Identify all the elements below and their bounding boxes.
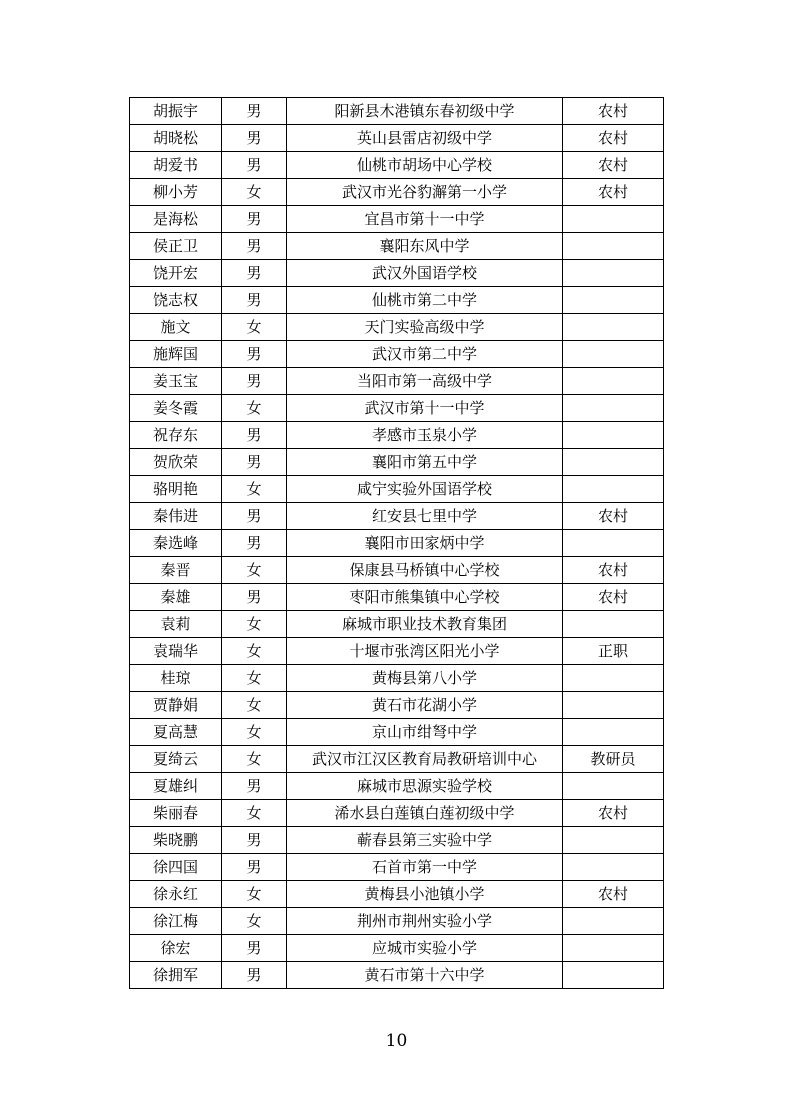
gender-cell: 男 (222, 341, 287, 368)
table-row (130, 908, 664, 935)
school-cell: 英山县雷店初级中学 (287, 125, 563, 152)
school-cell: 荆州市荆州实验小学 (287, 908, 563, 935)
gender-cell: 女 (222, 881, 287, 908)
gender-cell: 男 (222, 773, 287, 800)
table-row (130, 260, 664, 287)
note-cell: 农村 (563, 557, 664, 584)
school-cell: 京山市绀弩中学 (287, 719, 563, 746)
note-cell: 正职 (563, 638, 664, 665)
gender-cell: 女 (222, 638, 287, 665)
table-row (130, 935, 664, 962)
page-number: 10 (385, 1031, 408, 1051)
name-cell: 袁莉 (130, 611, 222, 638)
school-cell: 麻城市职业技术教育集团 (287, 611, 563, 638)
table-row (130, 368, 664, 395)
note-cell (563, 341, 664, 368)
name-cell: 柴丽春 (130, 800, 222, 827)
gender-cell: 男 (222, 368, 287, 395)
school-cell: 十堰市张湾区阳光小学 (287, 638, 563, 665)
name-cell: 柳小芳 (130, 179, 222, 206)
name-cell: 袁瑞华 (130, 638, 222, 665)
school-cell: 仙桃市胡场中心学校 (287, 152, 563, 179)
note-cell (563, 719, 664, 746)
school-cell: 天门实验高级中学 (287, 314, 563, 341)
school-cell: 武汉市第十一中学 (287, 395, 563, 422)
school-cell: 武汉市光谷豹澥第一小学 (287, 179, 563, 206)
name-cell: 徐江梅 (130, 908, 222, 935)
school-cell: 阳新县木港镇东春初级中学 (287, 98, 563, 125)
table-row (130, 98, 664, 125)
gender-cell: 男 (222, 827, 287, 854)
school-cell: 襄阳市田家炳中学 (287, 530, 563, 557)
name-cell: 胡振宇 (130, 98, 222, 125)
roster-table (129, 97, 664, 989)
note-cell (563, 692, 664, 719)
note-cell (563, 773, 664, 800)
name-cell: 贺欣荣 (130, 449, 222, 476)
table-row (130, 692, 664, 719)
table-row (130, 746, 664, 773)
gender-cell: 男 (222, 125, 287, 152)
name-cell: 姜冬霞 (130, 395, 222, 422)
note-cell: 教研员 (563, 746, 664, 773)
gender-cell: 女 (222, 719, 287, 746)
note-cell (563, 611, 664, 638)
note-cell: 农村 (563, 152, 664, 179)
table-row (130, 665, 664, 692)
roster-table-body (130, 98, 664, 989)
gender-cell: 男 (222, 98, 287, 125)
table-row (130, 854, 664, 881)
school-cell: 红安县七里中学 (287, 503, 563, 530)
note-cell: 农村 (563, 179, 664, 206)
table-row (130, 827, 664, 854)
gender-cell: 女 (222, 665, 287, 692)
school-cell: 应城市实验小学 (287, 935, 563, 962)
table-row (130, 557, 664, 584)
school-cell: 咸宁实验外国语学校 (287, 476, 563, 503)
name-cell: 徐永红 (130, 881, 222, 908)
gender-cell: 女 (222, 314, 287, 341)
table-row (130, 881, 664, 908)
gender-cell: 男 (222, 935, 287, 962)
note-cell: 农村 (563, 503, 664, 530)
note-cell (563, 827, 664, 854)
school-cell: 孝感市玉泉小学 (287, 422, 563, 449)
school-cell: 枣阳市熊集镇中心学校 (287, 584, 563, 611)
note-cell (563, 908, 664, 935)
school-cell: 武汉市第二中学 (287, 341, 563, 368)
name-cell: 胡爱书 (130, 152, 222, 179)
name-cell: 秦选峰 (130, 530, 222, 557)
note-cell (563, 449, 664, 476)
table-row (130, 476, 664, 503)
table-row (130, 449, 664, 476)
note-cell (563, 260, 664, 287)
name-cell: 骆明艳 (130, 476, 222, 503)
name-cell: 桂琼 (130, 665, 222, 692)
gender-cell: 男 (222, 233, 287, 260)
school-cell: 当阳市第一高级中学 (287, 368, 563, 395)
note-cell (563, 206, 664, 233)
note-cell (563, 287, 664, 314)
name-cell: 徐拥军 (130, 962, 222, 989)
table-row (130, 719, 664, 746)
table-row (130, 530, 664, 557)
name-cell: 徐宏 (130, 935, 222, 962)
note-cell (563, 962, 664, 989)
name-cell: 施辉国 (130, 341, 222, 368)
note-cell (563, 935, 664, 962)
gender-cell: 男 (222, 287, 287, 314)
school-cell: 武汉外国语学校 (287, 260, 563, 287)
name-cell: 胡晓松 (130, 125, 222, 152)
table-row (130, 287, 664, 314)
table-row (130, 800, 664, 827)
table-row (130, 179, 664, 206)
note-cell: 农村 (563, 584, 664, 611)
school-cell: 宜昌市第十一中学 (287, 206, 563, 233)
name-cell: 饶志权 (130, 287, 222, 314)
note-cell (563, 395, 664, 422)
name-cell: 姜玉宝 (130, 368, 222, 395)
gender-cell: 男 (222, 503, 287, 530)
table-row (130, 314, 664, 341)
table-row (130, 422, 664, 449)
table-row (130, 341, 664, 368)
note-cell (563, 665, 664, 692)
note-cell (563, 233, 664, 260)
table-row (130, 638, 664, 665)
note-cell (563, 422, 664, 449)
table-row (130, 395, 664, 422)
school-cell: 黄梅县小池镇小学 (287, 881, 563, 908)
school-cell: 黄梅县第八小学 (287, 665, 563, 692)
school-cell: 黄石市花湖小学 (287, 692, 563, 719)
name-cell: 夏高慧 (130, 719, 222, 746)
name-cell: 秦雄 (130, 584, 222, 611)
gender-cell: 男 (222, 422, 287, 449)
school-cell: 襄阳东风中学 (287, 233, 563, 260)
name-cell: 徐四国 (130, 854, 222, 881)
school-cell: 蕲春县第三实验中学 (287, 827, 563, 854)
note-cell (563, 368, 664, 395)
note-cell: 农村 (563, 881, 664, 908)
name-cell: 柴晓鹏 (130, 827, 222, 854)
note-cell: 农村 (563, 800, 664, 827)
gender-cell: 男 (222, 449, 287, 476)
school-cell: 仙桃市第二中学 (287, 287, 563, 314)
gender-cell: 男 (222, 152, 287, 179)
note-cell: 农村 (563, 125, 664, 152)
gender-cell: 男 (222, 530, 287, 557)
name-cell: 夏绮云 (130, 746, 222, 773)
note-cell (563, 476, 664, 503)
name-cell: 夏雄纠 (130, 773, 222, 800)
gender-cell: 男 (222, 584, 287, 611)
school-cell: 麻城市思源实验学校 (287, 773, 563, 800)
gender-cell: 男 (222, 962, 287, 989)
gender-cell: 男 (222, 854, 287, 881)
gender-cell: 女 (222, 800, 287, 827)
gender-cell: 女 (222, 395, 287, 422)
school-cell: 武汉市江汉区教育局教研培训中心 (287, 746, 563, 773)
note-cell (563, 530, 664, 557)
table-row (130, 503, 664, 530)
table-row (130, 233, 664, 260)
gender-cell: 女 (222, 746, 287, 773)
gender-cell: 女 (222, 179, 287, 206)
table-row (130, 584, 664, 611)
name-cell: 饶开宏 (130, 260, 222, 287)
name-cell: 祝存东 (130, 422, 222, 449)
gender-cell: 女 (222, 692, 287, 719)
school-cell: 保康县马桥镇中心学校 (287, 557, 563, 584)
gender-cell: 女 (222, 557, 287, 584)
school-cell: 浠水县白莲镇白莲初级中学 (287, 800, 563, 827)
note-cell (563, 854, 664, 881)
note-cell (563, 314, 664, 341)
table-row (130, 152, 664, 179)
name-cell: 施文 (130, 314, 222, 341)
name-cell: 侯正卫 (130, 233, 222, 260)
table-row (130, 611, 664, 638)
gender-cell: 男 (222, 206, 287, 233)
gender-cell: 女 (222, 611, 287, 638)
name-cell: 秦伟进 (130, 503, 222, 530)
note-cell: 农村 (563, 98, 664, 125)
gender-cell: 男 (222, 260, 287, 287)
name-cell: 秦晋 (130, 557, 222, 584)
table-row (130, 962, 664, 989)
table-row (130, 125, 664, 152)
gender-cell: 女 (222, 908, 287, 935)
school-cell: 黄石市第十六中学 (287, 962, 563, 989)
name-cell: 是海松 (130, 206, 222, 233)
name-cell: 贾静娟 (130, 692, 222, 719)
gender-cell: 女 (222, 476, 287, 503)
table-row (130, 773, 664, 800)
school-cell: 襄阳市第五中学 (287, 449, 563, 476)
table-row (130, 206, 664, 233)
school-cell: 石首市第一中学 (287, 854, 563, 881)
